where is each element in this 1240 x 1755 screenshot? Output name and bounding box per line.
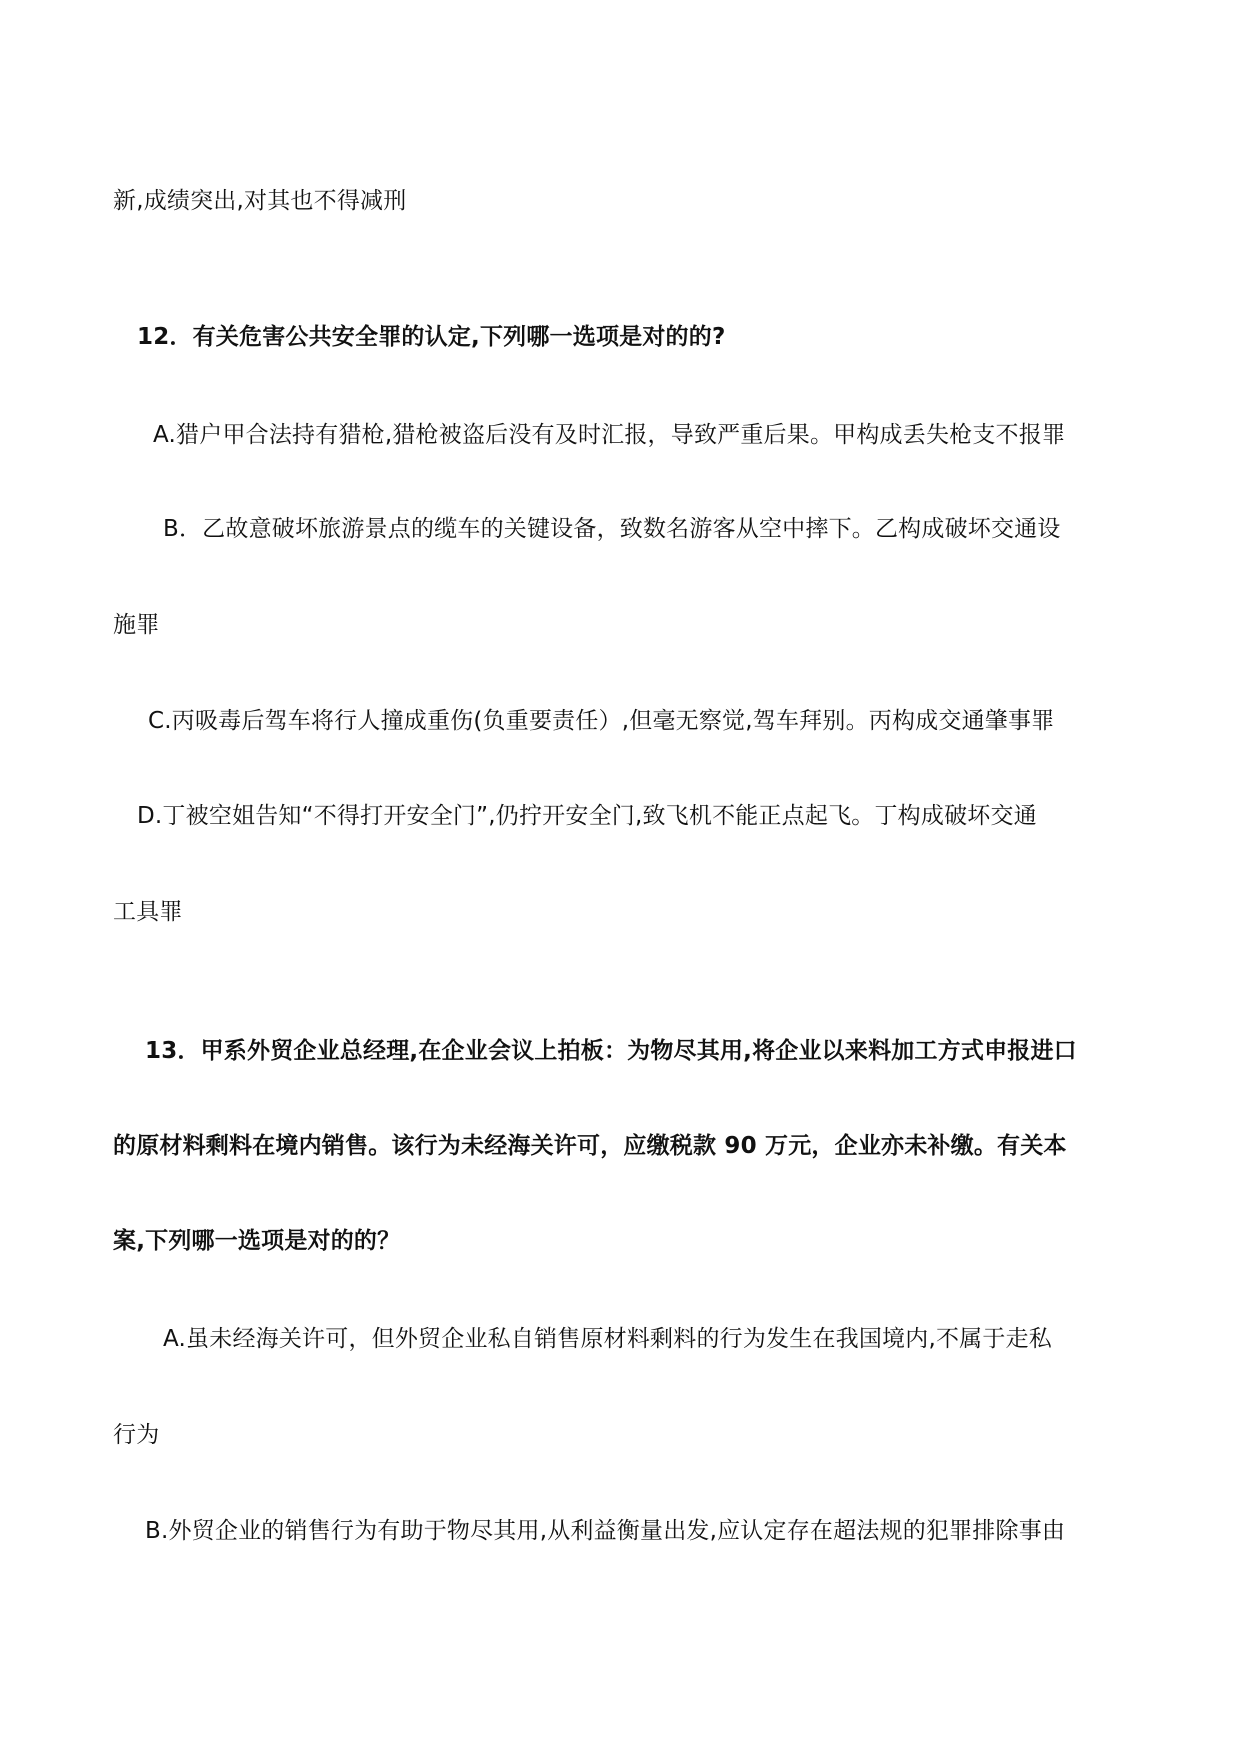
- question-12-option-d-line1: D.丁被空姐告知“不得打开安全门”,仍拧开安全门,致飞机不能正点起飞。丁构成破坏交通: [137, 803, 1037, 829]
- question-12-option-b-line2: 施罪: [113, 612, 160, 638]
- question-13-option-a-line1: A.虽未经海关许可，但外贸企业私自销售原材料剩料的行为发生在我国境内,不属于走私: [163, 1326, 1052, 1352]
- question-13-title-line3: 案,下列哪一选项是对的的？: [113, 1228, 401, 1254]
- question-12-option-d-line2: 工具罪: [113, 899, 183, 925]
- question-12-title: 12．有关危害公共安全罪的认定,下列哪一选项是对的的?: [137, 324, 726, 350]
- question-12-option-b-line1: B．乙故意破坏旅游景点的缆车的关键设备，致数名游客从空中摔下。乙构成破坏交通设: [163, 516, 1061, 542]
- question-12-option-c: C.丙吸毒后驾车将行人撞成重伤(负重要责任）,但毫无察觉,驾车拜别。丙构成交通肇事罪: [148, 708, 1055, 734]
- question-12-option-a: A.猎户甲合法持有猎枪,猎枪被盗后没有及时汇报，导致严重后果。甲构成丢失枪支不报罪: [153, 422, 1066, 448]
- question-13-option-a-line2: 行为: [113, 1422, 160, 1448]
- question-13-option-b: B.外贸企业的销售行为有助于物尽其用,从利益衡量出发,应认定存在超法规的犯罪排除事由: [145, 1518, 1066, 1544]
- question-13-title-line1: 13．甲系外贸企业总经理,在企业会议上拍板：为物尽其用,将企业以来料加工方式申报进口: [145, 1038, 1077, 1064]
- question-13-title-line2: 的原材料剩料在境内销售。该行为未经海关许可，应缴税款 90 万元，企业亦未补缴。有关本: [113, 1133, 1067, 1159]
- continuation-text: 新,成绩突出,对其也不得减刑: [113, 188, 407, 214]
